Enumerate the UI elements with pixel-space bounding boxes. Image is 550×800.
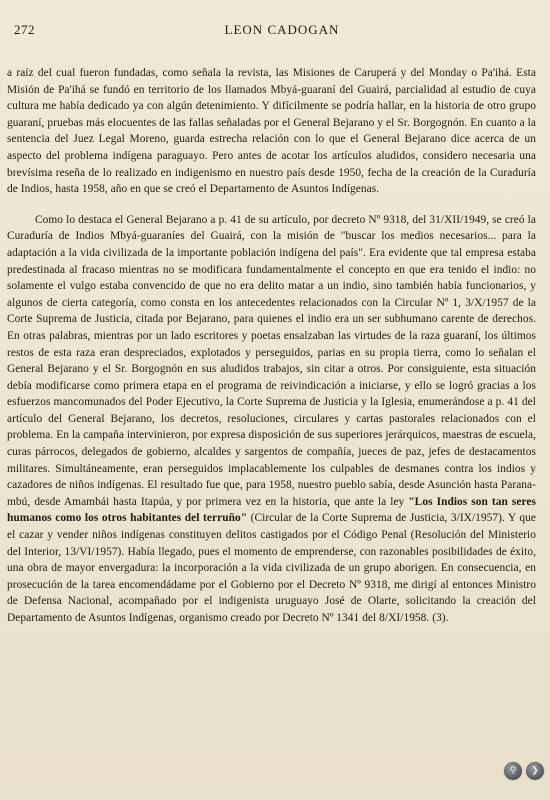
paragraph-2-text-start: Como lo destaca el General Bejarano a p. 41 de su artículo, por decreto Nº 9318, del 31/XII/1949, se creó la Curaduría de Indios Mbyá-guaraníes del Guairá, con la misión de "buscar los medios necesarios... para la adaptación a la vida civilizada de la importante población indígena del país". Era evidente que tal empresa estaba predestinada al fracaso mientras no se modificara fundamentalmente el concepto en que era tenido el indio: no solamente el vulgo estaba convencido de que no era delito matar a un indio, sino también había funcionarios, y algunos de cierta categoría, como consta en los antecedentes relacionados con la Circular Nº 1, 3/X/1957 de la Corte Suprema de Justicia, citada por Bejarano, para quienes el indio era un ser subhumano carente de derechos. En otras palabras, mientras por un lado escritores y poetas ensalzaban las virtudes de la raza guaraní, los últimos restos de esta raza eran despreciados, explotados y perseguidos, parias en su propia tierra, como lo señalan el General Bejarano y el Sr. Borgognón en sus aludidos trabajos, sin citar a otros. Por consiguiente, esta situación debía modificarse como primera etapa en el programa de reivindicación a iniciarse, y ello se logró gracias a los esfuerzos mancomunados del Poder Ejecutivo, la Corte Suprema de Justicia y la Iglesia, enumerándose a p. 41 del artículo del General Bejarano, los decretos, resoluciones, circulares y cartas pastorales relacionados con el problema. En la campaña intervinieron, por expresa disposición de sus superiores jerárquicos, maestras de escuela, curas párrocos, delegados de gobierno, alcaldes y sargentos de compañía, jueces de paz, jefes de destacamentos militares. Simultáneamente, eran perseguidos implacablemente los culpables de desmanes contra los indios y cazadores de niños indígenas. El resultado fue que, para 1958, nuestro pueblo sabía, desde Asunción hasta Parana-mbú, desde Amambái hasta Itapúa, y por primera vez en la historia, que ante la ley xyxy=(7,213,536,508)
page-number: 272 xyxy=(14,22,35,37)
viewer-nav xyxy=(504,762,544,780)
paragraph-2-text-end: (Circular de la Corte Suprema de Justicia, 3/IX/1957). Y que el cazar y vender niños indígenas constituyen delitos castigados por el Código Penal (Resolución del Ministerio del Interior, 13/VI/1957). Había llegado, pues el momento de emprenderse, con razonables posibilidades de éxito, una obra de mayor envergadura: la incorporación a la vida civilizada de un grupo aborigen. En consecuencia, en prosecución de la tarea encomendádame por el Gobierno por el Decreto Nº 9318, me dirigí al entonces Ministro de Defensa Nacional, acompañado por el indigenista uruguayo José de Olarte, solicitando la creación del Departamento de Asuntos Indígenas, organismo creado por Decreto Nº 1341 del 8/XI/1958. (3). xyxy=(7,512,536,624)
zoom-icon: ⚲ xyxy=(509,766,517,776)
paragraph-1-text: a raíz del cual fueron fundadas, como señala la revista, las Misiones de Caruperá y del Monday o Pa'ihá. Esta Misión de Pa'ihá se fundó en territorio de los llamados Mbyá-guaraní del Guairá, parcialidad al estudio de cuya cultura me había dedicado ya con algún detenimiento. Y difícilmente se podría hallar, en la historia de otro grupo guaraní, pruebas más elocuentes de las fallas señaladas por el General Bejarano y el Sr. Borgognón. En cuanto a la sentencia del Juez Legal Moreno, guarda estrecha relación con lo que el General Bejarano dice acerca de un aspecto del problema indígena paraguayo. Pero antes de acotar los artículos aludidos, considero necesaria una brevísima reseña de lo realizado en indigenismo en nuestro país desde 1950, fecha de la creación de la Curaduría de Indios, hasta 1958, año en que se creó el Departamento de Asuntos Indígenas. xyxy=(7,67,536,196)
chevron-right-icon: ❯ xyxy=(531,766,539,776)
paragraph-2 xyxy=(7,212,536,627)
paragraph-1 xyxy=(7,65,536,198)
next-page-button[interactable] xyxy=(526,762,544,780)
paragraph-2-bold-quote: "Los Indios son tan seres humanos como los otros habitantes del terruño" xyxy=(7,495,536,525)
body-text xyxy=(7,65,536,627)
running-head: LEON CADOGAN xyxy=(224,22,340,37)
zoom-button[interactable] xyxy=(504,762,522,780)
page-header xyxy=(14,22,530,40)
